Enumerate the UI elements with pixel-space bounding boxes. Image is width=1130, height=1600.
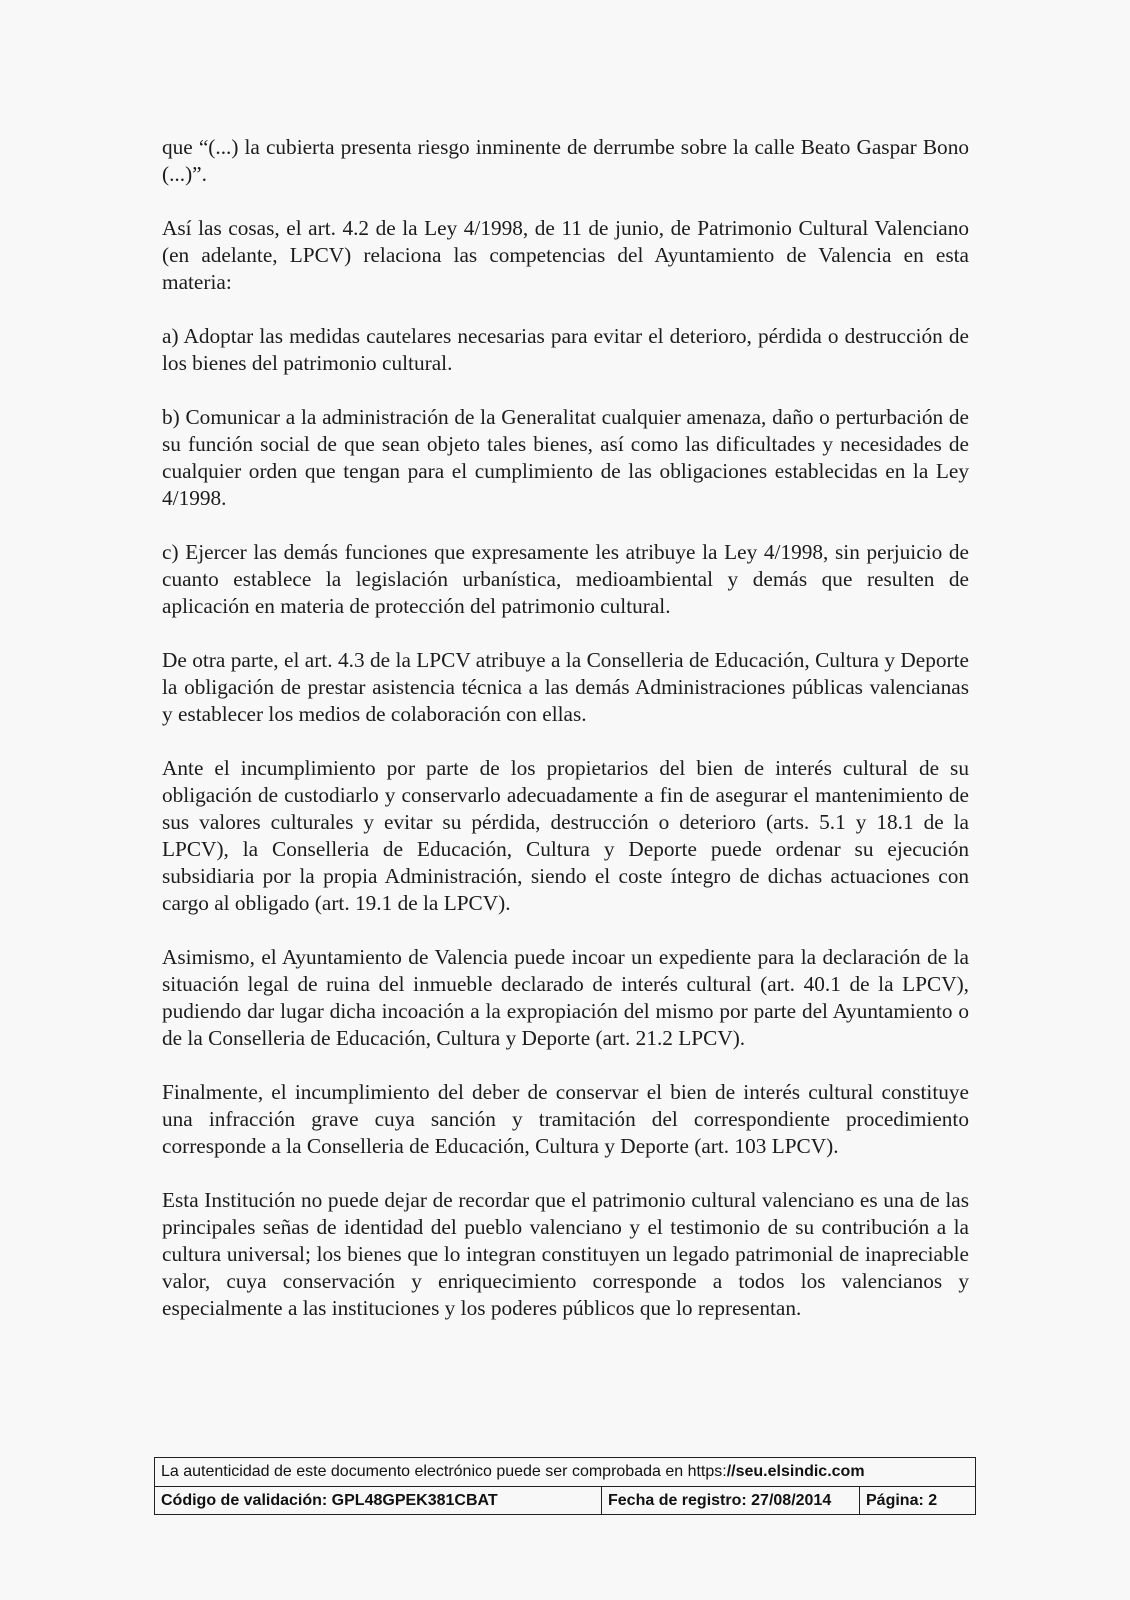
authenticity-row xyxy=(155,1458,975,1487)
paragraph: Esta Institución no puede dejar de recordar que el patrimonio cultural valenciano es una de las principales señas de identidad del pueblo valenciano y el testimonio de su contribución a la cultura universal; los bienes que lo integran constituyen un legado patrimonial de inapreciable valor, cuya conservación y enriquecimiento corresponde a todos los valencianos y especialmente a las instituciones y los poderes públicos que lo representan. xyxy=(162,1188,969,1320)
registration-date: Fecha de registro: 27/08/2014 xyxy=(602,1487,860,1514)
validation-footer xyxy=(154,1457,976,1515)
authenticity-url[interactable]: //seu.elsindic.com xyxy=(726,1463,865,1480)
page-number: Página: 2 xyxy=(866,1492,938,1509)
paragraph: Asimismo, el Ayuntamiento de Valencia puede incoar un expediente para la declaración de la situación legal de ruina del inmueble declarado de interés cultural (art. 40.1 de la LPCV), pudiendo dar lugar dicha incoación a la expropiación del mismo por parte del Ayuntamiento o de la Conselleria de Educación, Cultura y Deporte (art. 21.2 LPCV). xyxy=(162,945,969,1050)
document-body xyxy=(162,134,969,1349)
paragraph: De otra parte, el art. 4.3 de la LPCV atribuye a la Conselleria de Educación, Cultura y Deporte la obligación de prestar asistencia técnica a las demás Administraciones públicas valencianas y establecer los medios de colaboración con ellas. xyxy=(162,648,969,726)
validation-code: Código de validación: GPL48GPEK381CBAT xyxy=(155,1487,602,1514)
paragraph: a) Adoptar las medidas cautelares necesarias para evitar el deterioro, pérdida o destrucción de los bienes del patrimonio cultural. xyxy=(162,324,969,375)
paragraph: que “(...) la cubierta presenta riesgo inminente de derrumbe sobre la calle Beato Gaspar Bono (...)”. xyxy=(162,135,969,186)
paragraph: Así las cosas, el art. 4.2 de la Ley 4/1998, de 11 de junio, de Patrimonio Cultural Valenciano (en adelante, LPCV) relaciona las competencias del Ayuntamiento de Valencia en esta materia: xyxy=(162,216,969,294)
paragraph: b) Comunicar a la administración de la Generalitat cualquier amenaza, daño o perturbación de su función social de que sean objeto tales bienes, así como las dificultades y necesidades de cualquier orden que tengan para el cumplimiento de las obligaciones establecidas en la Ley 4/1998. xyxy=(162,405,969,510)
paragraph: c) Ejercer las demás funciones que expresamente les atribuye la Ley 4/1998, sin perjuicio de cuanto establece la legislación urbanística, medioambiental y demás que resulten de aplicación en materia de protección del patrimonio cultural. xyxy=(162,540,969,618)
validation-row xyxy=(155,1487,975,1514)
authenticity-text: La autenticidad de este documento electrónico puede ser comprobada en https: xyxy=(161,1463,727,1480)
paragraph: Ante el incumplimiento por parte de los propietarios del bien de interés cultural de su obligación de custodiarlo y conservarlo adecuadamente a fin de asegurar el mantenimiento de sus valores culturales y evitar su pérdida, destrucción o deterioro (arts. 5.1 y 18.1 de la LPCV), la Conselleria de Educación, Cultura y Deporte puede ordenar su ejecución subsidiaria por la propia Administración, siendo el coste íntegro de dichas actuaciones con cargo al obligado (art. 19.1 de la LPCV). xyxy=(162,756,969,915)
paragraph: Finalmente, el incumplimiento del deber de conservar el bien de interés cultural constituye una infracción grave cuya sanción y tramitación del correspondiente procedimiento corresponde a la Conselleria de Educación, Cultura y Deporte (art. 103 LPCV). xyxy=(162,1080,969,1158)
